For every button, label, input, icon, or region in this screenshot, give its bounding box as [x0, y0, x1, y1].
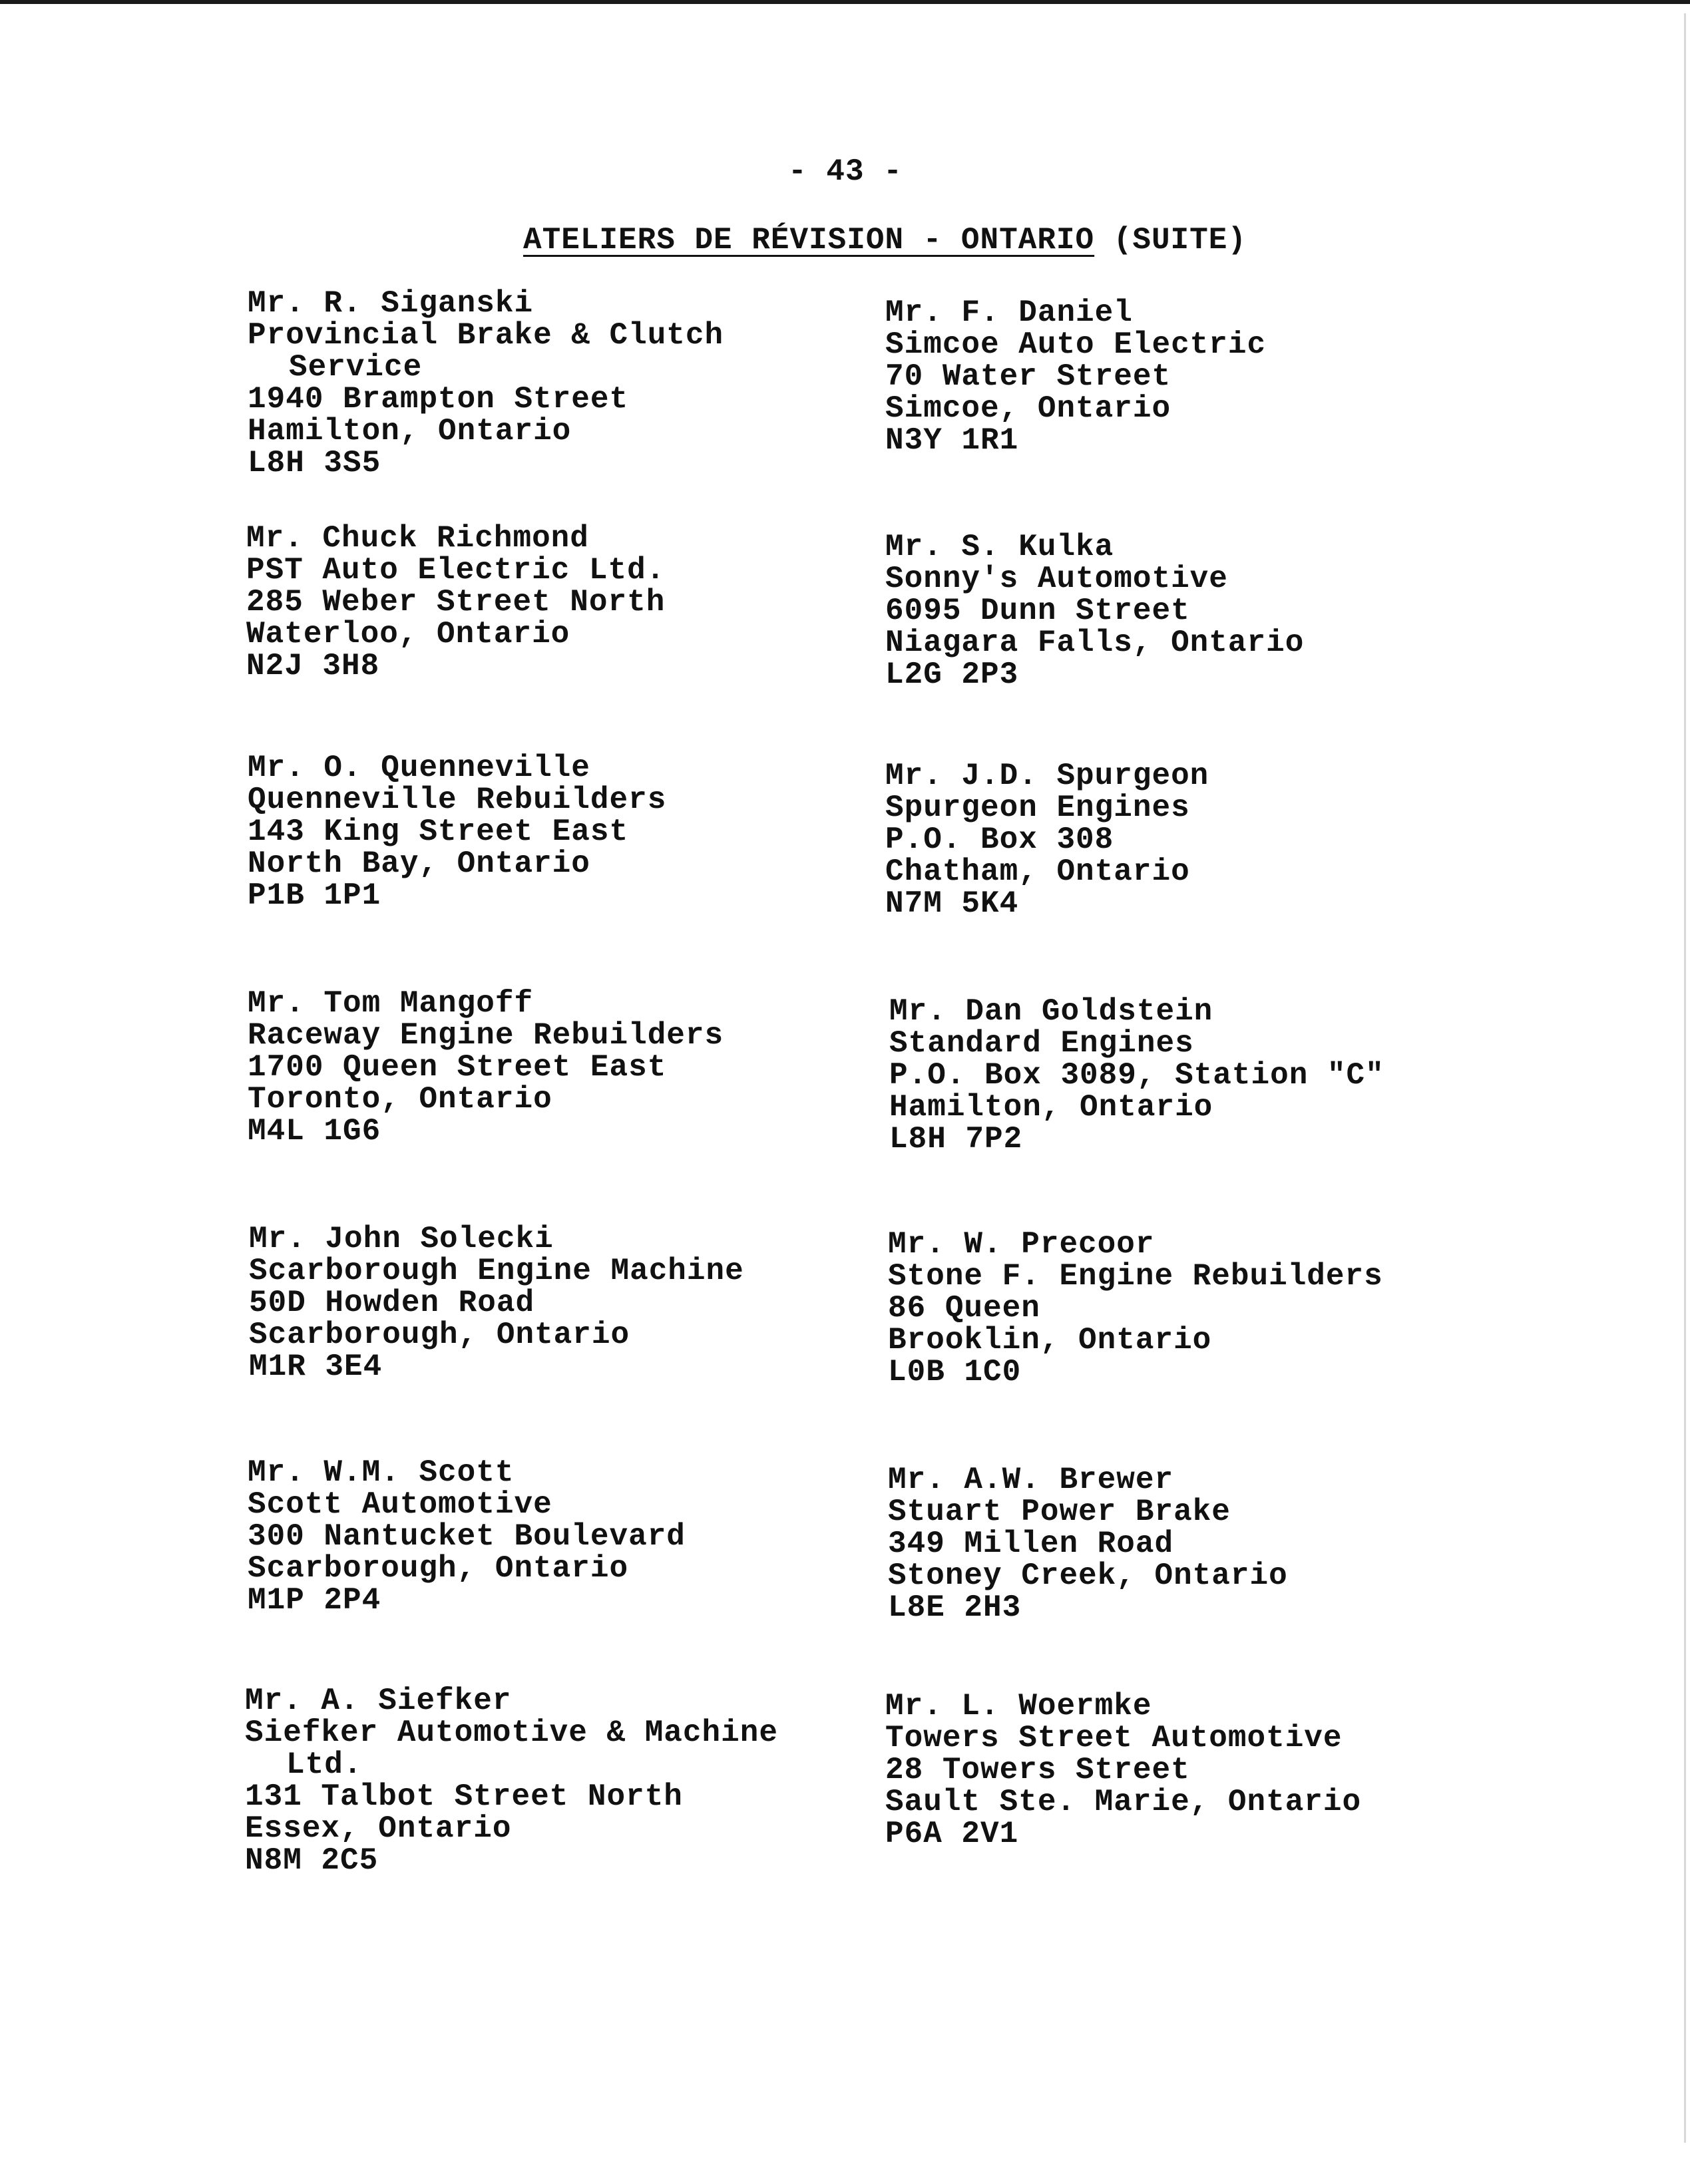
page-right-edge [1684, 13, 1686, 2143]
company-name: Sonny's Automotive [885, 562, 1228, 596]
address-entry-precoor [888, 1228, 1383, 1388]
company-name: Provincial Brake & Clutch [248, 318, 724, 353]
address-entry-daniel [885, 297, 1266, 456]
contact-name: Mr. Dan Goldstein [889, 994, 1213, 1029]
address-entry-spurgeon [885, 760, 1209, 920]
city-province: Chatham, Ontario [885, 854, 1190, 889]
address-entry-siganski [248, 287, 724, 479]
postal-code: M1R 3E4 [249, 1350, 383, 1384]
city-province: Stoney Creek, Ontario [888, 1558, 1288, 1593]
company-name: Quenneville Rebuilders [248, 783, 667, 817]
contact-name: Mr. A. Siefker [245, 1684, 512, 1718]
street-address: 70 Water Street [885, 359, 1171, 394]
company-name: Simcoe Auto Electric [885, 327, 1267, 362]
street-address: 143 King Street East [248, 815, 629, 849]
city-province: Essex, Ontario [245, 1811, 512, 1846]
company-name: Scarborough Engine Machine [249, 1254, 744, 1288]
street-address: 131 Talbot Street North [245, 1779, 683, 1814]
page-heading-suffix: (SUITE) [1094, 223, 1247, 258]
company-name: PST Auto Electric Ltd. [246, 553, 666, 588]
street-address: 349 Millen Road [888, 1527, 1174, 1561]
contact-name: Mr. R. Siganski [248, 286, 534, 321]
street-address: 86 Queen [888, 1291, 1040, 1326]
city-province: Sault Ste. Marie, Ontario [885, 1785, 1362, 1819]
street-address: 6095 Dunn Street [885, 594, 1190, 628]
contact-name: Mr. J.D. Spurgeon [885, 759, 1209, 793]
address-entry-brewer [888, 1464, 1288, 1624]
city-province: Simcoe, Ontario [885, 391, 1171, 426]
company-name: Spurgeon Engines [885, 791, 1190, 825]
postal-code: N2J 3H8 [246, 649, 380, 683]
postal-code: M4L 1G6 [248, 1114, 381, 1149]
postal-code: N8M 2C5 [245, 1843, 379, 1878]
city-province: Waterloo, Ontario [246, 617, 570, 651]
street-address: 1700 Queen Street East [248, 1050, 667, 1085]
postal-code: L8E 2H3 [888, 1590, 1022, 1625]
page-top-edge [0, 0, 1690, 4]
contact-name: Mr. A.W. Brewer [888, 1463, 1174, 1497]
address-entry-kulka [885, 531, 1304, 691]
company-name: Stone F. Engine Rebuilders [888, 1259, 1383, 1294]
street-address: 28 Towers Street [885, 1753, 1190, 1787]
company-name-continued: Ltd. [286, 1747, 363, 1782]
contact-name: Mr. F. Daniel [885, 295, 1133, 330]
city-province: Scarborough, Ontario [249, 1318, 630, 1352]
company-name: Stuart Power Brake [888, 1495, 1231, 1529]
company-name: Siefker Automotive & Machine [245, 1716, 778, 1750]
contact-name: Mr. S. Kulka [885, 530, 1114, 564]
postal-code: N7M 5K4 [885, 886, 1019, 921]
contact-name: Mr. Tom Mangoff [248, 986, 534, 1021]
postal-code: L8H 3S5 [248, 446, 381, 480]
city-province: Scarborough, Ontario [248, 1551, 629, 1586]
city-province: Niagara Falls, Ontario [885, 626, 1305, 660]
company-name: Raceway Engine Rebuilders [248, 1018, 724, 1053]
postal-code: L8H 7P2 [889, 1122, 1023, 1157]
address-entry-solecki [249, 1223, 744, 1383]
address-entry-richmond [246, 522, 665, 682]
company-name: Standard Engines [889, 1026, 1194, 1061]
contact-name: Mr. O. Quenneville [248, 751, 590, 785]
company-name: Towers Street Automotive [885, 1721, 1343, 1755]
street-address: P.O. Box 3089, Station "C" [889, 1058, 1384, 1093]
postal-code: L0B 1C0 [888, 1355, 1022, 1389]
postal-code: L2G 2P3 [885, 657, 1019, 692]
city-province: Toronto, Ontario [248, 1082, 552, 1117]
street-address: 285 Weber Street North [246, 585, 666, 620]
postal-code: P1B 1P1 [248, 878, 381, 913]
city-province: North Bay, Ontario [248, 846, 590, 881]
address-entry-siefker [245, 1685, 778, 1877]
page-number: - 43 - [788, 154, 903, 189]
street-address: 300 Nantucket Boulevard [248, 1519, 686, 1554]
street-address: 1940 Brampton Street [248, 382, 629, 417]
postal-code: N3Y 1R1 [885, 423, 1019, 458]
page-heading [523, 223, 1247, 258]
address-entry-goldstein [889, 996, 1384, 1155]
city-province: Hamilton, Ontario [889, 1090, 1213, 1125]
page-heading-main: ATELIERS DE RÉVISION - ONTARIO [523, 223, 1095, 258]
contact-name: Mr. John Solecki [249, 1222, 554, 1256]
company-name: Scott Automotive [248, 1487, 552, 1522]
city-province: Hamilton, Ontario [248, 414, 572, 449]
street-address: P.O. Box 308 [885, 822, 1114, 857]
contact-name: Mr. W.M. Scott [248, 1455, 515, 1490]
contact-name: Mr. L. Woermke [885, 1689, 1152, 1724]
contact-name: Mr. Chuck Richmond [246, 521, 589, 556]
address-entry-scott [248, 1457, 686, 1616]
street-address: 50D Howden Road [249, 1286, 535, 1320]
postal-code: P6A 2V1 [885, 1817, 1019, 1851]
address-entry-woermke [885, 1690, 1361, 1850]
city-province: Brooklin, Ontario [888, 1323, 1212, 1358]
company-name-continued: Service [289, 350, 423, 385]
postal-code: M1P 2P4 [248, 1583, 381, 1618]
contact-name: Mr. W. Precoor [888, 1227, 1155, 1262]
address-entry-mangoff [248, 988, 724, 1147]
address-entry-quenneville [248, 752, 666, 912]
